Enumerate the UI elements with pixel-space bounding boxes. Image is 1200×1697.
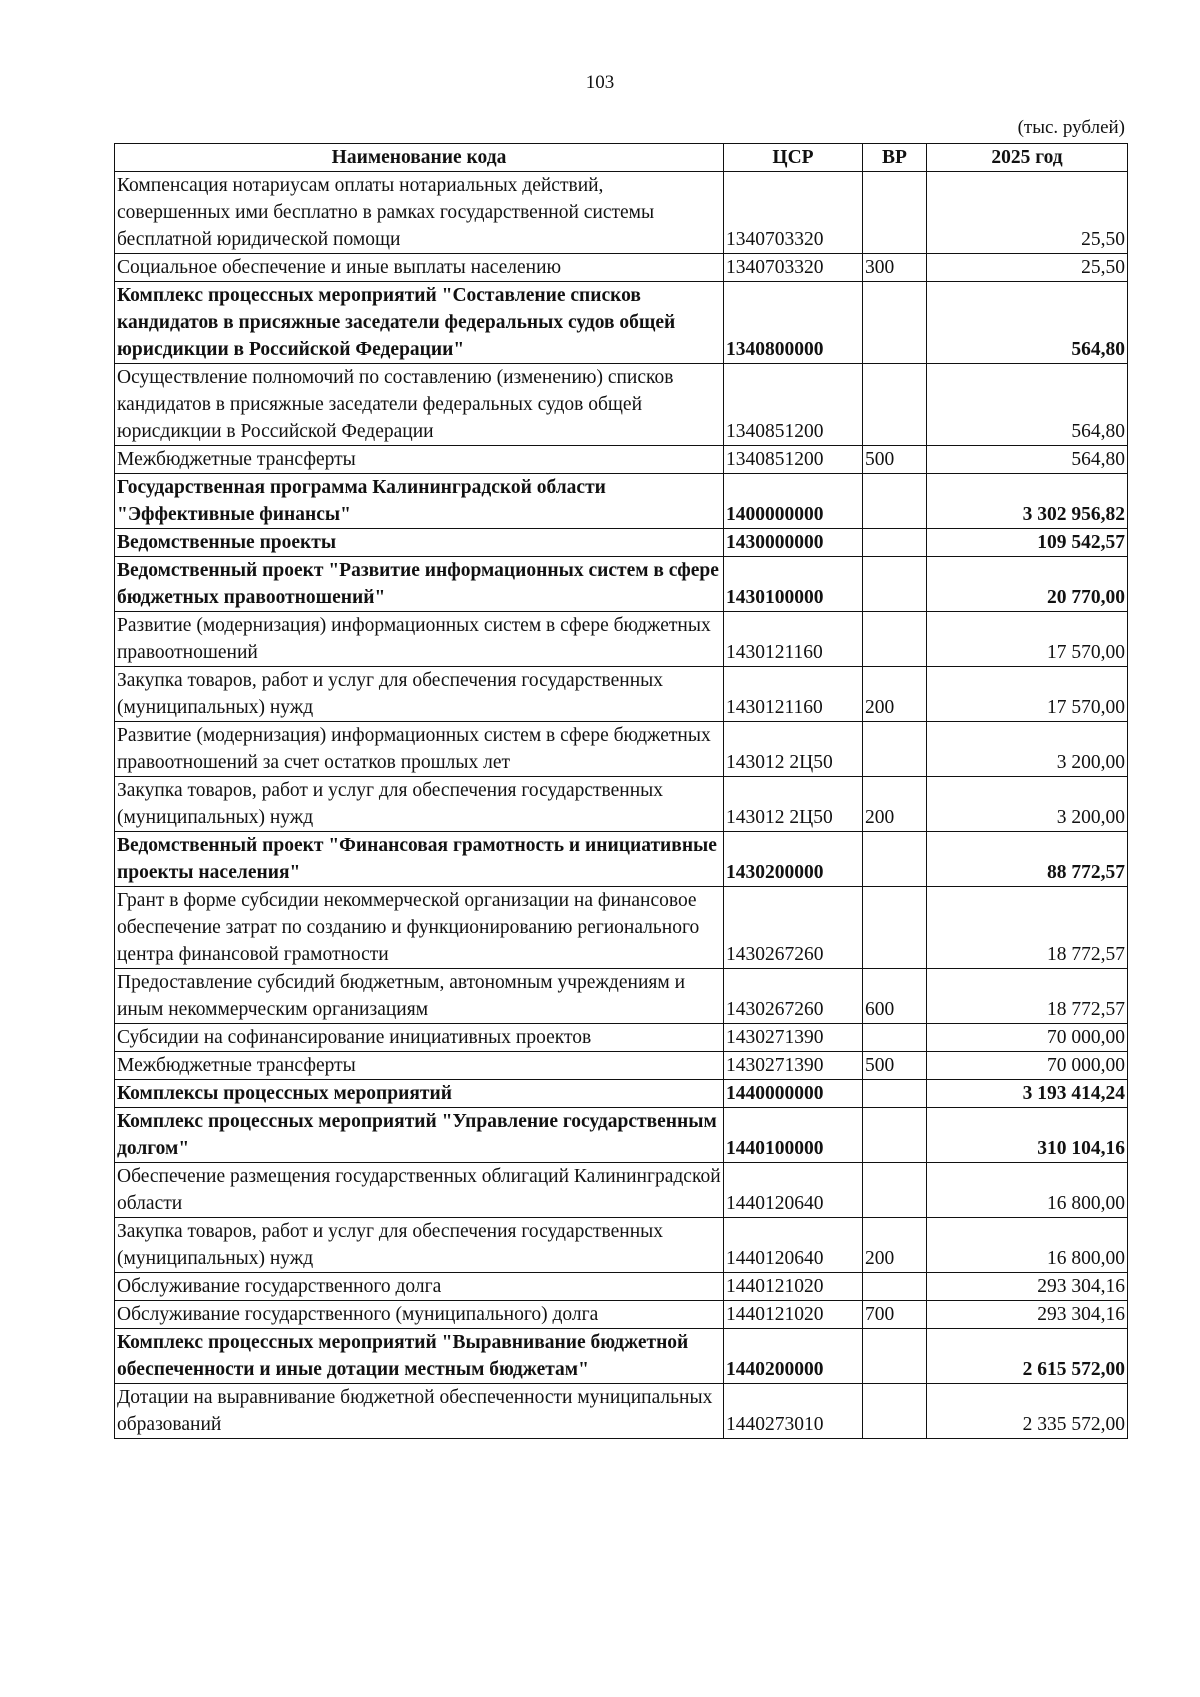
- cell-name: Грант в форме субсидии некоммерческой организации на финансовое обеспечение затрат по созданию и функционированию регионального центра финансовой грамотности: [115, 887, 724, 969]
- cell-vr: 200: [863, 1218, 927, 1273]
- cell-vr: 700: [863, 1301, 927, 1329]
- table-row: [115, 887, 1128, 969]
- table-row: [115, 474, 1128, 529]
- cell-amount: 109 542,57: [927, 529, 1128, 557]
- cell-vr: 500: [863, 446, 927, 474]
- cell-amount: 70 000,00: [927, 1024, 1128, 1052]
- cell-vr: [863, 1273, 927, 1301]
- cell-amount: 564,80: [927, 282, 1128, 364]
- cell-name: Закупка товаров, работ и услуг для обеспечения государственных (муниципальных) нужд: [115, 777, 724, 832]
- cell-amount: 3 193 414,24: [927, 1080, 1128, 1108]
- cell-vr: 300: [863, 254, 927, 282]
- cell-name: Комплексы процессных мероприятий: [115, 1080, 724, 1108]
- table-row: [115, 777, 1128, 832]
- cell-csr: 1440120640: [724, 1163, 863, 1218]
- cell-amount: 3 200,00: [927, 777, 1128, 832]
- cell-vr: 600: [863, 969, 927, 1024]
- cell-amount: 20 770,00: [927, 557, 1128, 612]
- cell-vr: [863, 1080, 927, 1108]
- cell-csr: 1440121020: [724, 1273, 863, 1301]
- page-number: 103: [585, 72, 615, 93]
- cell-csr: 1340800000: [724, 282, 863, 364]
- cell-name: Субсидии на софинансирование инициативных проектов: [115, 1024, 724, 1052]
- table-row: [115, 172, 1128, 254]
- cell-csr: 1430000000: [724, 529, 863, 557]
- cell-amount: 16 800,00: [927, 1163, 1128, 1218]
- header-name: Наименование кода: [115, 144, 724, 172]
- cell-vr: [863, 887, 927, 969]
- cell-amount: 70 000,00: [927, 1052, 1128, 1080]
- cell-csr: 1430121160: [724, 667, 863, 722]
- units-note: (тыс. рублей): [1017, 117, 1125, 138]
- cell-vr: 200: [863, 667, 927, 722]
- cell-name: Социальное обеспечение и иные выплаты населению: [115, 254, 724, 282]
- table-row: [115, 254, 1128, 282]
- cell-name: Межбюджетные трансферты: [115, 1052, 724, 1080]
- cell-name: Обслуживание государственного (муниципального) долга: [115, 1301, 724, 1329]
- cell-amount: 293 304,16: [927, 1273, 1128, 1301]
- cell-vr: [863, 722, 927, 777]
- header-year: 2025 год: [927, 144, 1128, 172]
- cell-csr: 1430267260: [724, 887, 863, 969]
- cell-csr: 143012 2Ц50: [724, 777, 863, 832]
- cell-name: Ведомственный проект "Развитие информационных систем в сфере бюджетных правоотношений": [115, 557, 724, 612]
- cell-name: Закупка товаров, работ и услуг для обеспечения государственных (муниципальных) нужд: [115, 667, 724, 722]
- cell-csr: 1440273010: [724, 1384, 863, 1439]
- header-csr: ЦСР: [724, 144, 863, 172]
- cell-vr: [863, 282, 927, 364]
- table-row: [115, 1080, 1128, 1108]
- table-row: [115, 1273, 1128, 1301]
- cell-amount: 564,80: [927, 446, 1128, 474]
- table-row: [115, 1024, 1128, 1052]
- cell-amount: 88 772,57: [927, 832, 1128, 887]
- cell-vr: [863, 1163, 927, 1218]
- cell-csr: 1340703320: [724, 172, 863, 254]
- table-row: [115, 1052, 1128, 1080]
- cell-name: Компенсация нотариусам оплаты нотариальных действий, совершенных ими бесплатно в рамках государственной системы бесплатной юридической помощи: [115, 172, 724, 254]
- cell-amount: 17 570,00: [927, 667, 1128, 722]
- cell-csr: 1430271390: [724, 1024, 863, 1052]
- cell-csr: 1440000000: [724, 1080, 863, 1108]
- cell-amount: 25,50: [927, 172, 1128, 254]
- cell-csr: 143012 2Ц50: [724, 722, 863, 777]
- cell-csr: 1430100000: [724, 557, 863, 612]
- cell-name: Обслуживание государственного долга: [115, 1273, 724, 1301]
- table-row: [115, 667, 1128, 722]
- cell-csr: 1430121160: [724, 612, 863, 667]
- cell-csr: 1400000000: [724, 474, 863, 529]
- cell-amount: 18 772,57: [927, 887, 1128, 969]
- table-row: [115, 612, 1128, 667]
- cell-csr: 1430200000: [724, 832, 863, 887]
- cell-vr: [863, 1384, 927, 1439]
- table-row: [115, 364, 1128, 446]
- cell-csr: 1430267260: [724, 969, 863, 1024]
- cell-vr: [863, 474, 927, 529]
- table-row: [115, 1301, 1128, 1329]
- cell-csr: 1440120640: [724, 1218, 863, 1273]
- cell-amount: 564,80: [927, 364, 1128, 446]
- header-row: [115, 144, 1128, 172]
- table-row: [115, 529, 1128, 557]
- table-row: [115, 1108, 1128, 1163]
- cell-name: Ведомственные проекты: [115, 529, 724, 557]
- cell-name: Комплекс процессных мероприятий "Составление списков кандидатов в присяжные заседатели федеральных судов общей юрисдикции в Российской Федерации": [115, 282, 724, 364]
- table-header: [115, 144, 1128, 172]
- cell-vr: [863, 1329, 927, 1384]
- cell-vr: [863, 557, 927, 612]
- table-row: [115, 557, 1128, 612]
- cell-name: Комплекс процессных мероприятий "Управление государственным долгом": [115, 1108, 724, 1163]
- cell-amount: 16 800,00: [927, 1218, 1128, 1273]
- cell-name: Ведомственный проект "Финансовая грамотность и инициативные проекты населения": [115, 832, 724, 887]
- cell-vr: 200: [863, 777, 927, 832]
- cell-amount: 17 570,00: [927, 612, 1128, 667]
- table-row: [115, 832, 1128, 887]
- cell-vr: [863, 612, 927, 667]
- cell-csr: 1440100000: [724, 1108, 863, 1163]
- table-row: [115, 969, 1128, 1024]
- cell-name: Развитие (модернизация) информационных систем в сфере бюджетных правоотношений за счет остатков прошлых лет: [115, 722, 724, 777]
- cell-name: Дотации на выравнивание бюджетной обеспеченности муниципальных образований: [115, 1384, 724, 1439]
- cell-csr: 1340851200: [724, 446, 863, 474]
- cell-vr: [863, 364, 927, 446]
- cell-amount: 2 335 572,00: [927, 1384, 1128, 1439]
- table-row: [115, 446, 1128, 474]
- cell-csr: 1440121020: [724, 1301, 863, 1329]
- table-body: [115, 172, 1128, 1439]
- cell-amount: 25,50: [927, 254, 1128, 282]
- cell-csr: 1340851200: [724, 364, 863, 446]
- cell-amount: 18 772,57: [927, 969, 1128, 1024]
- cell-name: Комплекс процессных мероприятий "Выравнивание бюджетной обеспеченности и иные дотации местным бюджетам": [115, 1329, 724, 1384]
- cell-amount: 3 302 956,82: [927, 474, 1128, 529]
- table-row: [115, 1384, 1128, 1439]
- cell-vr: 500: [863, 1052, 927, 1080]
- table-row: [115, 1163, 1128, 1218]
- cell-amount: 3 200,00: [927, 722, 1128, 777]
- cell-name: Развитие (модернизация) информационных систем в сфере бюджетных правоотношений: [115, 612, 724, 667]
- table-row: [115, 1329, 1128, 1384]
- cell-amount: 310 104,16: [927, 1108, 1128, 1163]
- cell-csr: 1440200000: [724, 1329, 863, 1384]
- cell-vr: [863, 172, 927, 254]
- cell-name: Закупка товаров, работ и услуг для обеспечения государственных (муниципальных) нужд: [115, 1218, 724, 1273]
- cell-csr: 1430271390: [724, 1052, 863, 1080]
- table-row: [115, 1218, 1128, 1273]
- cell-name: Осуществление полномочий по составлению (изменению) списков кандидатов в присяжные заседатели федеральных судов общей юрисдикции в Российской Федерации: [115, 364, 724, 446]
- cell-vr: [863, 1108, 927, 1163]
- table-row: [115, 722, 1128, 777]
- cell-amount: 293 304,16: [927, 1301, 1128, 1329]
- cell-vr: [863, 529, 927, 557]
- budget-table: [114, 143, 1128, 1439]
- cell-vr: [863, 1024, 927, 1052]
- cell-name: Обеспечение размещения государственных облигаций Калининградской области: [115, 1163, 724, 1218]
- cell-vr: [863, 832, 927, 887]
- cell-csr: 1340703320: [724, 254, 863, 282]
- header-vr: ВР: [863, 144, 927, 172]
- cell-amount: 2 615 572,00: [927, 1329, 1128, 1384]
- cell-name: Предоставление субсидий бюджетным, автономным учреждениям и иным некоммерческим организациям: [115, 969, 724, 1024]
- table-row: [115, 282, 1128, 364]
- cell-name: Государственная программа Калининградской области "Эффективные финансы": [115, 474, 724, 529]
- cell-name: Межбюджетные трансферты: [115, 446, 724, 474]
